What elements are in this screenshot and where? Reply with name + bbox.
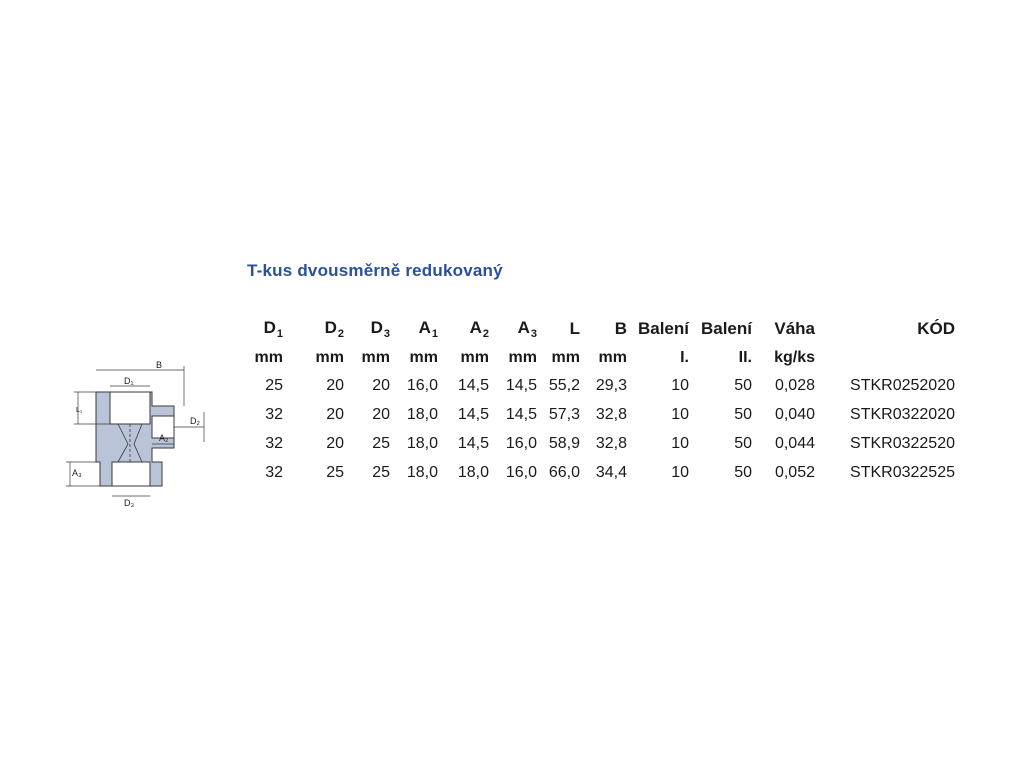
table-row	[238, 400, 955, 429]
column-header: KÓD	[917, 318, 955, 338]
table-cell: 10	[671, 434, 689, 452]
table-cell: 14,5	[505, 376, 537, 394]
label-a2: A₂	[159, 433, 169, 443]
table-cell: 32	[265, 434, 283, 452]
label-d2: D₂	[190, 416, 200, 426]
column-header: $D_1$	[263, 317, 283, 340]
table-cell: 25	[265, 376, 283, 394]
table-cell: 18,0	[406, 434, 438, 452]
column-unit: mm	[598, 348, 627, 366]
table-row	[238, 429, 955, 458]
table-cell: 18,0	[457, 463, 489, 481]
table-cell: STKR0322520	[850, 434, 955, 452]
table-cell: 34,4	[595, 463, 627, 481]
table-cell: 20	[326, 434, 344, 452]
column-unit: mm	[361, 348, 390, 366]
table-row	[238, 458, 955, 487]
table-cell: 29,3	[595, 376, 627, 394]
label-d3: D₃	[124, 498, 135, 508]
table-cell: 50	[734, 463, 752, 481]
table-cell: 16,0	[505, 434, 537, 452]
table-cell: 50	[734, 434, 752, 452]
tee-fitting-drawing	[62, 360, 212, 510]
table-cell: 20	[372, 376, 390, 394]
column-header: $D_2$	[324, 317, 344, 340]
column-header: Váha	[774, 318, 815, 338]
table-cell: 25	[326, 463, 344, 481]
socket-top	[110, 392, 150, 424]
table-cell: 14,5	[457, 376, 489, 394]
table-cell: 50	[734, 376, 752, 394]
table-cell: 0,028	[774, 376, 815, 394]
table-cell: STKR0322020	[850, 405, 955, 423]
table-row	[238, 371, 955, 400]
column-unit: mm	[315, 348, 344, 366]
table-cell: 18,0	[406, 405, 438, 423]
table-cell: 0,040	[774, 405, 815, 423]
column-header: $D_3$	[370, 317, 390, 340]
table-cell: 32	[265, 405, 283, 423]
column-unit: II.	[738, 348, 752, 366]
table-cell: 20	[326, 405, 344, 423]
table-cell: 55,2	[548, 376, 580, 394]
table-cell: 58,9	[548, 434, 580, 452]
table-cell: 25	[372, 434, 390, 452]
table-cell: 14,5	[505, 405, 537, 423]
column-unit: mm	[508, 348, 537, 366]
column-header: $A_1$	[418, 317, 438, 340]
column-unit: mm	[254, 348, 283, 366]
table-cell: 16,0	[406, 376, 438, 394]
table-cell: 20	[326, 376, 344, 394]
table-cell: 14,5	[457, 405, 489, 423]
column-header: Balení	[700, 318, 752, 338]
table-cell: STKR0252020	[850, 376, 955, 394]
product-title: T-kus dvousměrně redukovaný	[247, 261, 503, 280]
column-header: L	[569, 318, 580, 338]
table-cell: 16,0	[505, 463, 537, 481]
header-unit-row	[238, 344, 955, 371]
column-unit: mm	[551, 348, 580, 366]
column-unit: mm	[460, 348, 489, 366]
column-unit	[815, 344, 955, 371]
table-cell: 57,3	[548, 405, 580, 423]
table-cell: 20	[372, 405, 390, 423]
table-cell: STKR0322525	[850, 463, 955, 481]
header-symbol-row	[238, 313, 955, 344]
column-header: B	[614, 318, 627, 338]
table-cell: 32,8	[595, 434, 627, 452]
table-cell: 0,044	[774, 434, 815, 452]
label-d1: D₁	[124, 376, 134, 386]
table-cell: 0,052	[774, 463, 815, 481]
table-cell: 50	[734, 405, 752, 423]
socket-bottom	[112, 462, 150, 486]
column-unit: mm	[409, 348, 438, 366]
column-header: Balení	[637, 318, 689, 338]
table-body	[238, 371, 955, 487]
column-header: $A_2$	[469, 317, 489, 340]
label-b: B	[156, 360, 163, 370]
table-cell: 10	[671, 376, 689, 394]
table-cell: 32,8	[595, 405, 627, 423]
table-cell: 32	[265, 463, 283, 481]
column-unit: I.	[680, 348, 689, 366]
table-cell: 25	[372, 463, 390, 481]
table-cell: 14,5	[457, 434, 489, 452]
table-cell: 10	[671, 405, 689, 423]
table-cell: 66,0	[548, 463, 580, 481]
column-unit: kg/ks	[774, 348, 815, 366]
dimension-table	[238, 313, 955, 487]
table-cell: 10	[671, 463, 689, 481]
table-cell: 18,0	[406, 463, 438, 481]
label-a3: A₃	[72, 468, 82, 478]
column-header: $A_3$	[517, 317, 537, 340]
label-l1: L₁	[76, 407, 83, 414]
